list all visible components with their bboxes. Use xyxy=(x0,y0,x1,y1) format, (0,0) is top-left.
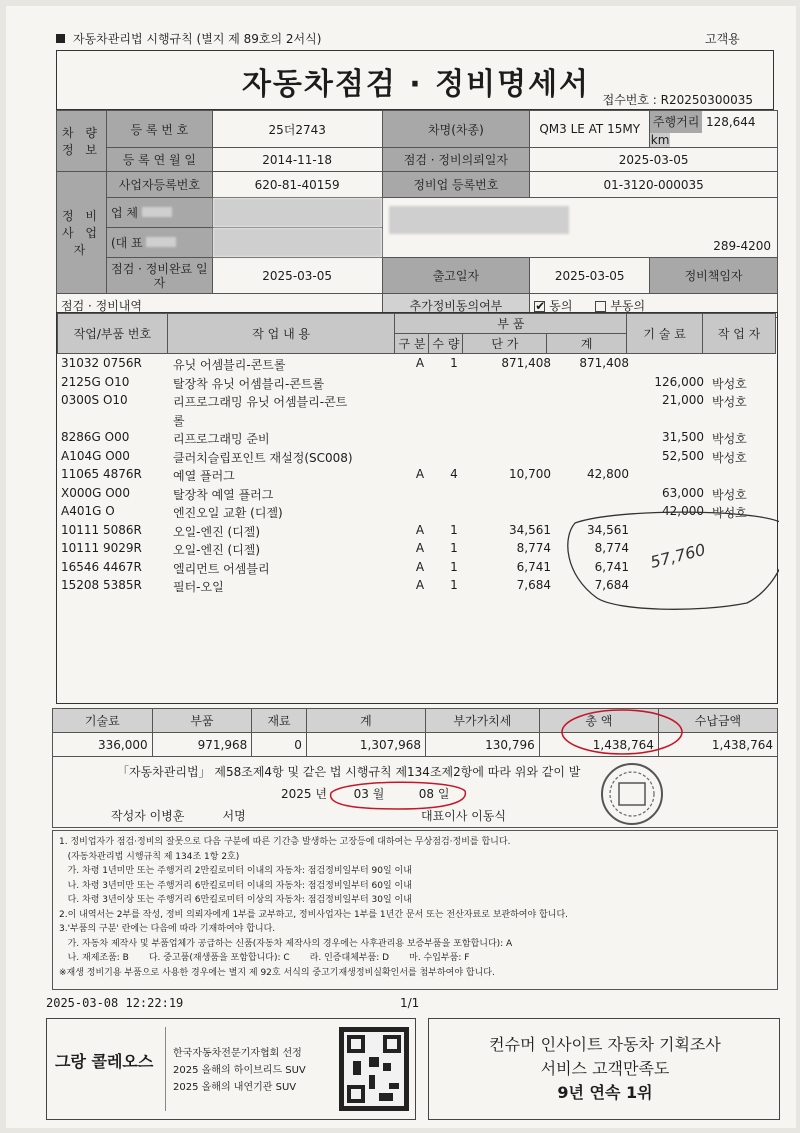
release-date: 2025-03-05 xyxy=(530,258,650,294)
cell-type: A xyxy=(415,578,425,592)
cell-qty: 1 xyxy=(450,356,458,370)
cell-no: 15208 5385R xyxy=(61,578,142,592)
cell-labor: 31,500 xyxy=(662,430,704,444)
note-line: 다. 차령 3년이상 또는 주행거리 6만킬로미터 이상의 자동차: 점검정비일부터 30일 이내 xyxy=(59,895,412,905)
rep-label: (대 표 xyxy=(106,228,212,258)
cell-no: X000G O00 xyxy=(61,485,130,500)
cell-price: 8,774 xyxy=(516,541,551,555)
grand-total-circle xyxy=(560,700,690,760)
cell-work: 유닛 어셈블리-콘트롤 xyxy=(173,358,286,372)
cell-qty: 4 xyxy=(450,467,458,481)
company-seal xyxy=(599,761,665,827)
note-line: (자동차관리법 시행규칙 제 134조 1항 2호) xyxy=(59,851,240,862)
shop-reg: 01-3120-000035 xyxy=(530,172,778,198)
note-line: 1. 정비업자가 점검·정비의 잘못으로 다음 구분에 따른 기간층 발생하는 고장등에 대하여는 무상점검·정비를 합니다. xyxy=(59,837,511,847)
disagree-checkbox xyxy=(595,301,606,312)
biz-no: 620-81-40159 xyxy=(212,172,382,198)
cell-worker: 박성호 xyxy=(712,506,747,520)
square-bullet-icon xyxy=(56,34,65,43)
handwritten-note: 57,760 xyxy=(648,539,708,572)
statement-box xyxy=(52,756,778,828)
model: QM3 LE AT 15MY xyxy=(530,111,650,148)
mileage-unit: km xyxy=(650,133,670,147)
cell-work: 클러치슬립포인트 재설정(SC008) xyxy=(173,450,353,465)
cell-total: 871,408 xyxy=(579,356,629,370)
cell-total: 7,684 xyxy=(594,578,629,592)
copy-type: 고객용 xyxy=(705,32,740,46)
request-date-label: 점검 · 정비의뢰일자 xyxy=(382,148,530,172)
document-title: 자동차점검 · 정비명세서 xyxy=(241,67,591,102)
cell-worker: 박성호 xyxy=(712,432,747,446)
satisfaction-lines: 컨슈머 인사이트 자동차 기획조사 서비스 고객만족도 9년 연속 1위 xyxy=(489,1035,721,1102)
complete-date: 2025-03-05 xyxy=(212,258,382,294)
note-line: 가. 차령 1년미만 또는 주행거리 2만킬로미터 이내의 자동차: 점검정비일부터 90일 이내 xyxy=(59,866,412,876)
cell-qty: 1 xyxy=(450,522,458,537)
cell-no: 10111 5086R xyxy=(61,522,142,537)
cell-no: 2125G O10 xyxy=(61,374,130,389)
biz-no-label: 사업자등록번호 xyxy=(106,172,212,198)
cell-no: 16546 4467R xyxy=(61,559,142,574)
consent-options: ✔ 동의 부동의 xyxy=(530,294,778,318)
cell-work: 오일-엔진 (디젤) xyxy=(173,524,261,539)
vehicle-ad-box xyxy=(46,1018,416,1120)
consent-label: 추가정비동의여부 xyxy=(382,294,530,318)
grand-total-label: 총 액 xyxy=(539,709,658,733)
cell-no: 11065 4876R xyxy=(61,467,142,481)
cell-labor: 63,000 xyxy=(662,485,704,500)
model-label: 차명(차종) xyxy=(382,111,530,148)
col-type: 구 분 xyxy=(395,334,429,354)
address-cell xyxy=(382,198,777,258)
info-table xyxy=(56,110,778,318)
parts-total: 971,968 xyxy=(152,733,252,757)
shop-section-label: 정 비 사 업 자 xyxy=(57,172,107,294)
cell-total: 6,741 xyxy=(594,559,629,574)
cell-worker: 박성호 xyxy=(712,376,747,391)
paid-label: 수납금액 xyxy=(658,709,777,733)
material-total: 0 xyxy=(252,733,307,757)
cell-no: A401G O xyxy=(61,504,115,518)
cell-price: 6,741 xyxy=(516,559,551,574)
cell-type: A xyxy=(415,356,425,370)
cell-type: A xyxy=(415,467,425,481)
ad-brand: 그랑 콜레오스 xyxy=(55,1052,154,1071)
regulation-line: 자동차관리법 시행규칙 (별지 제 89호의 2서식) xyxy=(56,30,321,47)
cell-no: 8286G O00 xyxy=(61,430,130,444)
company-label: 업 체 xyxy=(106,198,212,228)
cell-worker: 박성호 xyxy=(712,487,747,502)
details-label: 점검 · 정비내역 xyxy=(57,294,383,318)
cell-work: 필터-오일 xyxy=(173,580,224,594)
col-parts: 부 품 xyxy=(395,314,627,334)
col-total: 계 xyxy=(547,334,627,354)
paid-total: 1,438,764 xyxy=(658,733,777,757)
cell-labor: 52,500 xyxy=(662,448,704,463)
labor-total: 336,000 xyxy=(53,733,153,757)
reg-date: 2014-11-18 xyxy=(212,148,382,172)
cell-qty: 1 xyxy=(450,541,458,555)
cell-no: 10111 9029R xyxy=(61,541,142,555)
note-line: 나. 재제조품: B 다. 중고품(재생품을 포함합니다): C 라. 인증대체부품: D 마. 수입부품: F xyxy=(59,953,470,963)
cell-work: 탈장착 유닛 어셈블리-콘트롤 xyxy=(173,376,325,391)
parts-total-label: 부품 xyxy=(152,709,252,733)
cell-qty: 1 xyxy=(450,578,458,592)
manager-label: 정비책임자 xyxy=(650,258,778,294)
writer-line: 작성자 이병훈 서명 xyxy=(111,809,246,823)
notes-box xyxy=(52,830,778,990)
sum-total: 1,307,968 xyxy=(306,733,425,757)
material-label: 재료 xyxy=(252,709,307,733)
ceo-line: 대표이사 이동식 xyxy=(421,809,506,823)
vat-label: 부가가치세 xyxy=(425,709,539,733)
qr-code-icon xyxy=(339,1027,409,1111)
cell-work: 오일-엔진 (디젤) xyxy=(173,543,261,557)
title-box xyxy=(56,50,774,110)
col-work: 작 업 내 용 xyxy=(167,314,395,354)
reg-date-label: 등 록 연 월 일 xyxy=(106,148,212,172)
cell-work: 롤 xyxy=(173,413,185,428)
note-line: 3.'부품의 구분' 란에는 다음에 따라 기재하여야 합니다. xyxy=(59,924,276,934)
reg-no-label: 등 록 번 호 xyxy=(106,111,212,148)
cell-price: 34,561 xyxy=(509,522,551,537)
note-line: ※재생 정비기용 부품으로 사용한 경우에는 별지 제 92호 서식의 중고기재생정비실확인서를 첨부하여야 합니다. xyxy=(59,967,495,978)
note-line: 2.이 내역서는 2부를 작성, 정비 의뢰자에게 1부를 교부하고, 정비사업자는 1부를 1년간 문서 또는 전산자료로 보관하여야 합니다. xyxy=(59,909,568,920)
cell-no: A104G O00 xyxy=(61,448,130,463)
cell-work: 리프로그래밍 유닛 어셈블리-콘트 xyxy=(173,395,348,409)
shop-reg-label: 정비업 등록번호 xyxy=(382,172,530,198)
handwritten-annotations xyxy=(57,313,779,705)
cell-worker: 박성호 xyxy=(712,395,747,409)
cell-labor: 126,000 xyxy=(654,374,704,389)
cell-qty: 1 xyxy=(450,559,458,574)
col-worker: 작 업 자 xyxy=(703,314,776,354)
company-name-redacted xyxy=(212,198,382,228)
satisfaction-ad-box xyxy=(428,1018,780,1120)
agree-checkbox: ✔ xyxy=(535,299,546,313)
print-timestamp: 2025-03-08 12:22:19 xyxy=(46,996,184,1010)
rep-name-redacted xyxy=(212,228,382,258)
cell-total: 42,800 xyxy=(587,467,629,481)
page-number: 1/1 xyxy=(400,996,420,1010)
notes-list xyxy=(59,835,771,980)
phone-partial: 289-4200 xyxy=(713,239,771,253)
parts-table xyxy=(56,312,778,704)
col-labor: 기 술 료 xyxy=(627,314,703,354)
cell-work: 엘리먼트 어셈블리 xyxy=(173,561,270,576)
cell-labor: 42,000 xyxy=(662,504,704,518)
cell-price: 7,684 xyxy=(516,578,551,592)
date-circle xyxy=(323,777,473,811)
cell-no: 31032 0756R xyxy=(61,356,142,370)
note-line: 나. 차령 3년미만 또는 주행거리 6만킬로미터 이내의 자동차: 점검정비일부터 60일 이내 xyxy=(59,880,412,891)
cell-type: A xyxy=(415,559,425,574)
cell-type: A xyxy=(415,541,425,555)
cell-labor: 21,000 xyxy=(662,393,704,407)
mileage-cell: 주행거리 128,644 km xyxy=(650,111,778,148)
cell-work: 예열 플러그 xyxy=(173,469,235,483)
reg-no: 25더2743 xyxy=(212,111,382,148)
cell-type: A xyxy=(415,522,425,537)
cell-no: 0300S O10 xyxy=(61,393,128,407)
sum-label: 계 xyxy=(306,709,425,733)
statement-date: 2025 년 03 월 08 일 xyxy=(281,787,450,801)
cell-total: 8,774 xyxy=(594,541,629,555)
cell-work: 탈장착 예열 플러그 xyxy=(173,487,274,502)
note-line: 가. 자동차 제작사 및 부품업체가 공급하는 신품(자동차 제작사의 경우에는 사후관리용 보증부품을 포함합니다): A xyxy=(59,938,513,949)
vehicle-section-label: 차 량 정 보 xyxy=(57,111,107,172)
col-part-no: 작업/부품 번호 xyxy=(58,314,168,354)
cell-work: 엔진오일 교환 (디젤) xyxy=(173,506,283,520)
statement-text: 「자동차관리법」 제58조제4항 및 같은 법 시행규칙 제134조제2항에 따라 위와 같이 발 xyxy=(117,765,581,779)
cell-price: 871,408 xyxy=(501,356,551,370)
col-qty: 수 량 xyxy=(429,334,463,354)
request-date: 2025-03-05 xyxy=(530,148,778,172)
cell-total: 34,561 xyxy=(587,522,629,537)
grand-total: 1,438,764 xyxy=(539,733,658,757)
receipt-number: 접수번호 : R20250300035 xyxy=(602,93,753,107)
cell-worker: 박성호 xyxy=(712,450,747,465)
labor-total-label: 기술료 xyxy=(53,709,153,733)
release-date-label: 출고일자 xyxy=(382,258,530,294)
mileage: 128,644 xyxy=(705,115,756,129)
vat-total: 130,796 xyxy=(425,733,539,757)
cell-work: 리프로그래밍 준비 xyxy=(173,432,270,446)
ad-award-lines: 한국자동차전문기자협회 선정 2025 올해의 하이브리드 SUV 2025 올해의 내연기관 SUV xyxy=(173,1048,306,1093)
cell-price: 10,700 xyxy=(509,467,551,481)
col-unit-price: 단 가 xyxy=(463,334,547,354)
complete-date-label: 점검 · 정비완료 일 자 xyxy=(106,258,212,294)
